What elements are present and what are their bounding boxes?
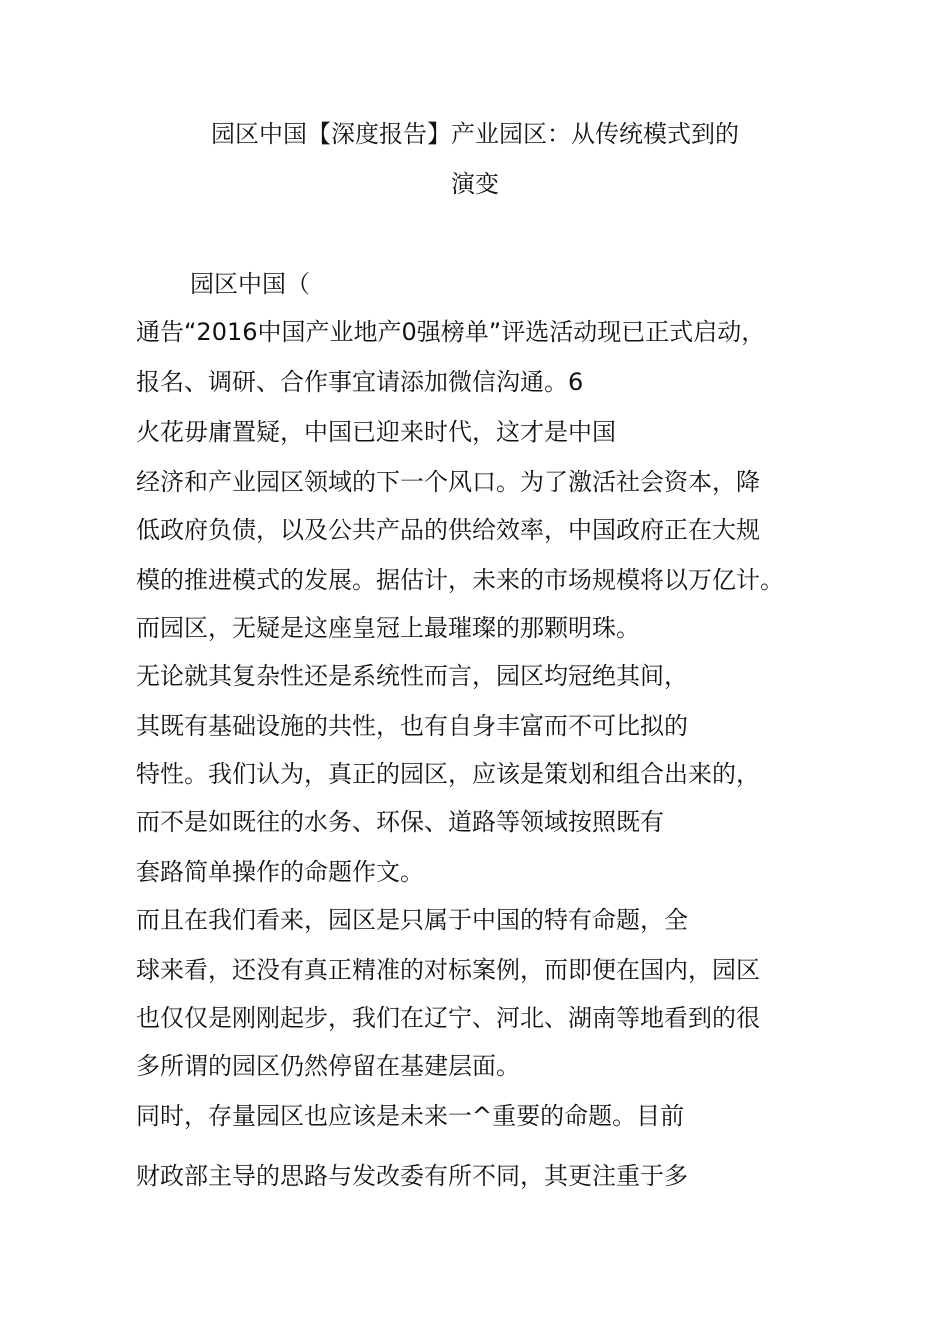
body-line: 园区中国（: [190, 270, 310, 298]
body-line: 低政府负债，以及公共产品的供给效率，中国政府正在大规: [136, 516, 760, 544]
body-line: 经济和产业园区领域的下一个风口。为了激活社会资本，降: [136, 468, 760, 496]
body-line: 无论就其复杂性还是系统性而言，园区均冠绝其间，: [136, 662, 688, 690]
body-line: 球来看，还没有真正精准的对标案例，而即便在国内，园区: [136, 956, 760, 984]
document-title-line-2: 演变: [451, 170, 499, 198]
body-line: 而且在我们看来，园区是只属于中国的特有命题，全: [136, 906, 688, 934]
body-line: 多所谓的园区仍然停留在基建层面。: [136, 1052, 520, 1080]
body-line: 也仅仅是刚刚起步，我们在辽宁、河北、湖南等地看到的很: [136, 1004, 760, 1032]
body-line: 报名、调研、合作事宜请添加微信沟通。6: [136, 368, 584, 396]
body-line: 财政部主导的思路与发改委有所不同，其更注重于多: [136, 1162, 688, 1190]
document-title-line-1: 园区中国【深度报告】产业园区：从传统模式到的: [211, 120, 739, 148]
body-line: 通告“2016中国产业地产0强榜单”评选活动现已正式启动，: [136, 318, 766, 346]
body-line: 其既有基础设施的共性，也有自身丰富而不可比拟的: [136, 712, 688, 740]
body-line: 火花毋庸置疑，中国已迎来时代，这才是中国: [136, 418, 616, 446]
body-line: 而园区，无疑是这座皇冠上最璀璨的那颗明珠。: [136, 614, 640, 642]
body-line: 而不是如既往的水务、环保、道路等领域按照既有: [136, 808, 664, 836]
body-line: 模的推进模式的发展。据估计，未来的市场规模将以万亿计。: [136, 566, 784, 594]
body-line: 套路简单操作的命题作文。: [136, 858, 424, 886]
body-line: 同时，存量园区也应该是未来一^重要的命题。目前: [136, 1102, 685, 1130]
body-line: 特性。我们认为，真正的园区，应该是策划和组合出来的，: [136, 760, 760, 788]
